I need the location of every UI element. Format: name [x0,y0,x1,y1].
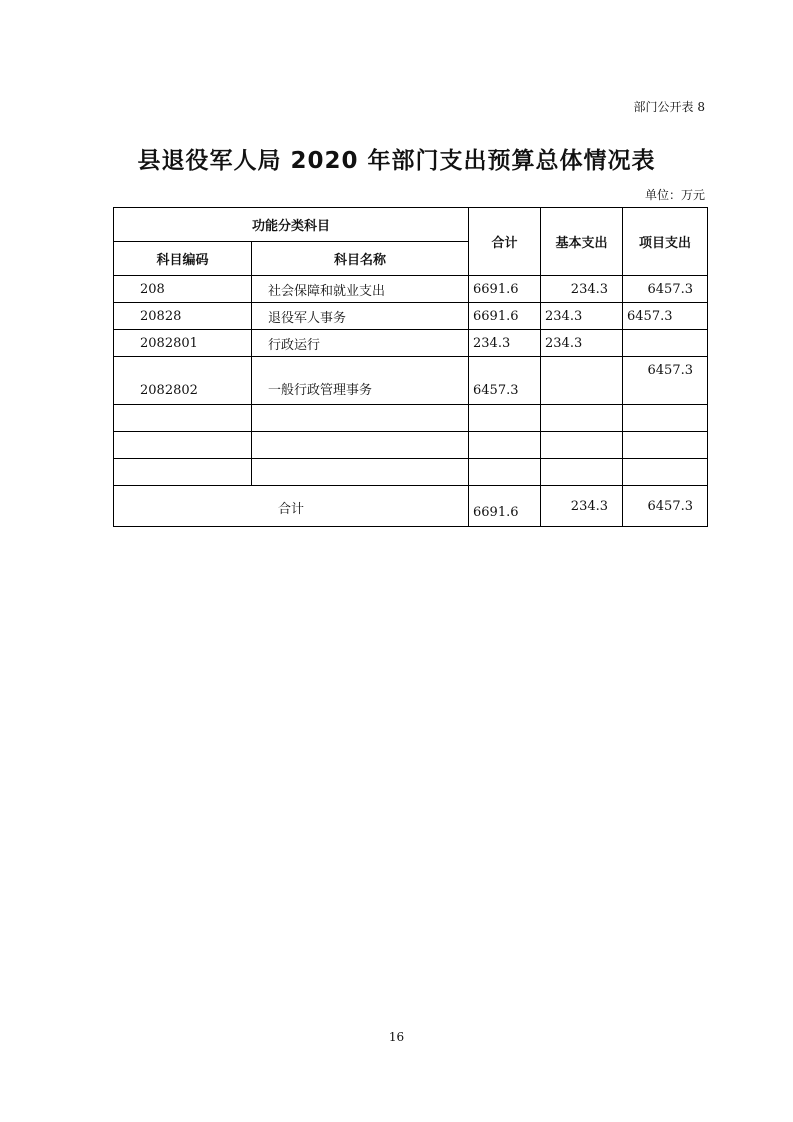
unit-label: 单位：万元 [644,188,705,202]
cell-name: 社会保障和就业支出 [252,276,469,303]
cell-name: 行政运行 [252,330,469,357]
col-header-name: 科目名称 [252,242,469,276]
page-title: 县退役军人局 2020 年部门支出预算总体情况表 [137,148,656,174]
cell-project: 6457.3 [623,303,708,330]
table-row [114,276,708,303]
table-row [114,357,708,405]
cell-basic [541,357,623,405]
col-header-basic: 基本支出 [541,208,623,276]
table-row [114,330,708,357]
col-header-total: 合计 [469,208,541,276]
cell-total: 6691.6 [469,276,541,303]
cell-basic: 234.3 [541,276,623,303]
col-header-code: 科目编码 [114,242,252,276]
cell-project: 6457.3 [623,276,708,303]
cell-code: 2082801 [114,330,252,357]
cell-total: 234.3 [469,330,541,357]
cell-name: 退役军人事务 [252,303,469,330]
page-number: 16 [388,1030,405,1044]
total-total: 6691.6 [469,486,541,527]
total-project: 6457.3 [623,486,708,527]
table-row-empty [114,432,708,459]
cell-basic: 234.3 [541,303,623,330]
cell-total: 6457.3 [469,357,541,405]
cell-project: 6457.3 [623,357,708,405]
cell-basic: 234.3 [541,330,623,357]
total-basic: 234.3 [541,486,623,527]
col-header-project: 项目支出 [623,208,708,276]
cell-code: 208 [114,276,252,303]
group-header: 功能分类科目 [114,208,469,242]
cell-code: 20828 [114,303,252,330]
cell-project [623,330,708,357]
table-row-empty [114,405,708,432]
table-row [114,303,708,330]
budget-table [113,207,708,527]
total-label: 合计 [114,486,469,527]
cell-total: 6691.6 [469,303,541,330]
cell-code: 2082802 [114,357,252,405]
table-row-empty [114,459,708,486]
table-number: 部门公开表 8 [633,100,705,114]
total-row [114,486,708,527]
cell-name: 一般行政管理事务 [252,357,469,405]
